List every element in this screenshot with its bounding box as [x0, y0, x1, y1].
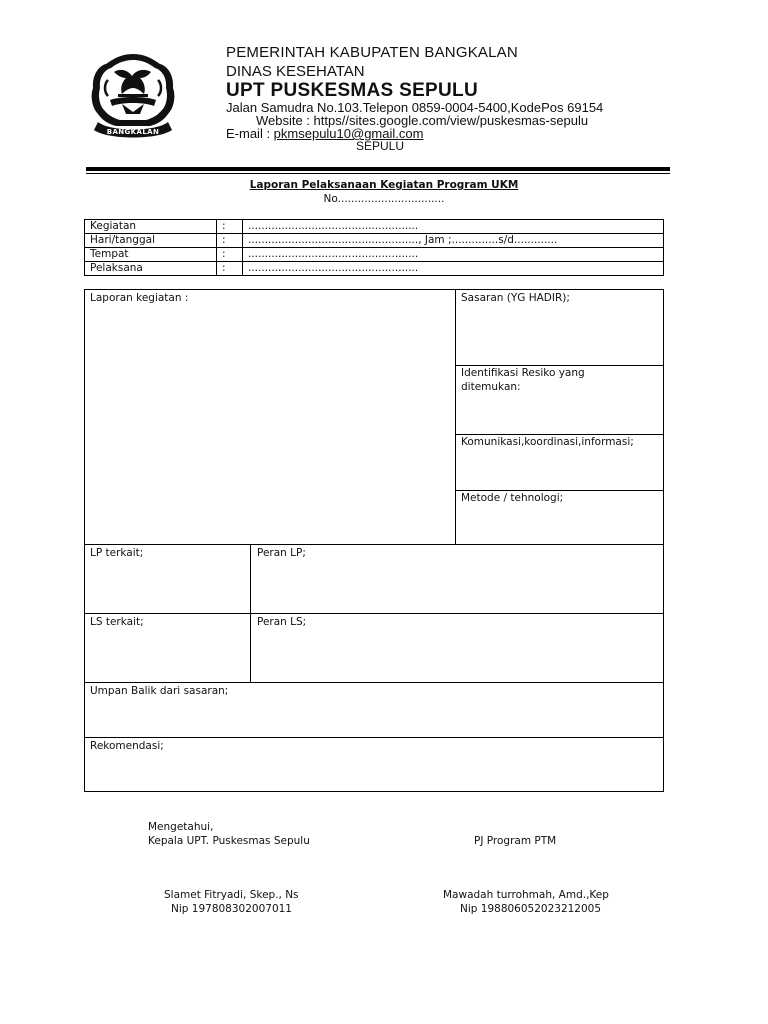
sasaran-label: Sasaran (YG HADIR);	[461, 292, 570, 304]
report-title: Laporan Pelaksanaan Kegiatan Program UKM	[249, 179, 519, 191]
department-name: DINAS KESEHATAN	[226, 63, 365, 80]
letterhead-rule-thick	[86, 167, 670, 171]
col-divider	[242, 219, 243, 276]
peran-ls-label: Peran LS;	[257, 616, 307, 628]
address-line: Jalan Samudra No.103.Telepon 0859-0004-5400,KodePos 69154	[226, 100, 604, 115]
logo-text: BANGKALAN	[106, 128, 160, 136]
row-divider	[84, 682, 664, 683]
row-divider	[455, 434, 664, 435]
left-signatory-role: Kepala UPT. Puskesmas Sepulu	[148, 835, 310, 847]
website-line: Website : https//sites.google.com/view/puskesmas-sepulu	[256, 113, 589, 128]
umpan-balik-label: Umpan Balik dari sasaran;	[90, 685, 229, 697]
left-signatory-nip: Nip 197808302007011	[171, 903, 292, 915]
email-label: E-mail :	[226, 126, 274, 141]
identifikasi-label-line1: Identifikasi Resiko yang	[461, 367, 585, 379]
metode-label: Metode / tehnologi;	[461, 492, 564, 504]
place-line: SEPULU	[356, 139, 405, 153]
letterhead-rule-thin	[86, 173, 670, 174]
ls-terkait-label: LS terkait;	[90, 616, 144, 628]
row-label-hari-tanggal: Hari/tanggal	[90, 234, 155, 246]
row-colon: :	[222, 248, 226, 260]
row-colon: :	[222, 234, 226, 246]
bangkalan-logo	[88, 50, 178, 142]
row-label-tempat: Tempat	[90, 248, 129, 260]
row-value-hari-tanggal[interactable]: ..................................................., Jam ;..............s/d.............	[248, 234, 558, 246]
row-value-tempat[interactable]: ...................................................	[248, 248, 419, 260]
mengetahui-text: Mengetahui,	[148, 821, 214, 833]
lp-terkait-label: LP terkait;	[90, 547, 144, 559]
report-number: No................................	[323, 193, 445, 205]
peran-lp-label: Peran LP;	[257, 547, 306, 559]
row-colon: :	[222, 220, 226, 232]
institution-name: UPT PUSKESMAS SEPULU	[226, 80, 478, 101]
row-colon: :	[222, 262, 226, 274]
row-divider	[84, 737, 664, 738]
email-link[interactable]: pkmsepulu10@gmail.com	[273, 126, 424, 141]
col-divider	[216, 219, 217, 276]
right-signatory-name: Mawadah turrohmah, Amd.,Kep	[443, 889, 609, 901]
row-divider	[455, 490, 664, 491]
row-value-kegiatan[interactable]: ...................................................	[248, 220, 419, 232]
row-divider	[84, 544, 664, 545]
komunikasi-label: Komunikasi,koordinasi,informasi;	[461, 436, 634, 448]
rekomendasi-label: Rekomendasi;	[90, 740, 164, 752]
identifikasi-label-line2: ditemukan:	[461, 381, 521, 393]
row-label-pelaksana: Pelaksana	[90, 262, 143, 274]
right-signatory-role: PJ Program PTM	[474, 835, 557, 847]
right-signatory-nip: Nip 198806052023212005	[460, 903, 602, 915]
row-divider	[455, 365, 664, 366]
col-divider	[455, 289, 456, 545]
row-label-kegiatan: Kegiatan	[90, 220, 137, 232]
left-signatory-name: Slamet Fitryadi, Skep., Ns	[164, 889, 299, 901]
laporan-kegiatan-label: Laporan kegiatan :	[90, 292, 189, 304]
row-value-pelaksana[interactable]: ...................................................	[248, 262, 419, 274]
government-name: PEMERINTAH KABUPATEN BANGKALAN	[226, 44, 518, 61]
row-divider	[84, 613, 664, 614]
